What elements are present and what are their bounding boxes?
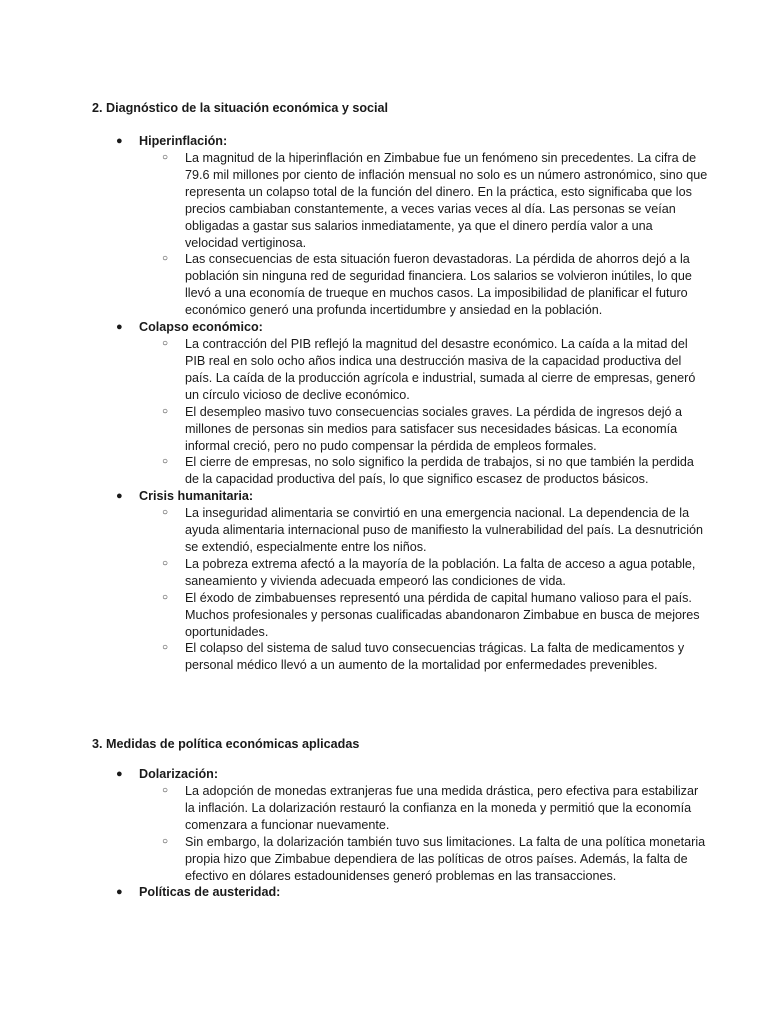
hollow-bullet-icon: ○ xyxy=(162,338,169,350)
topic-item xyxy=(116,319,708,488)
list-item xyxy=(139,251,708,319)
list-item-text: El éxodo de zimbabuenses representó una pérdida de capital humano valioso para el país. Muchos profesionales y personas cualificadas abandonaron Zimbabue en busca de mejores oportunidades. xyxy=(185,590,700,639)
list-item xyxy=(139,556,708,590)
list-item-text: Sin embargo, la dolarización también tuvo sus limitaciones. La falta de una política monetaria propia hizo que Zimbabue dependiera de las políticas de otros países. Además, la falta de efectivo en dólares estadounidenses generó problemas en las transacciones. xyxy=(185,834,706,883)
hollow-bullet-icon: ○ xyxy=(162,253,169,265)
list-item xyxy=(139,454,708,488)
topic-label: Dolarización: xyxy=(139,767,219,781)
topic-label: Hiperinflación: xyxy=(139,134,228,148)
hollow-bullet-icon: ○ xyxy=(162,405,169,417)
list-item xyxy=(139,404,708,455)
list-item xyxy=(139,505,708,556)
topic-label: Colapso económico: xyxy=(139,320,263,335)
list-item-text: La inseguridad alimentaria se convirtió en una emergencia nacional. La dependencia de la ayuda alimentaria internacional puso de manifiesto la vulnerabilidad del país. La desnutrición se extendió, especialmente entre los niños. xyxy=(185,506,704,555)
list-item-text: El desempleo masivo tuvo consecuencias sociales graves. La pérdida de ingresos dejó a millones de personas sin medios para satisfacer sus necesidades básicas. La economía informal creció, pero no pudo compensar la pérdida de empleos formales. xyxy=(185,404,683,453)
topic-item xyxy=(116,133,708,319)
topic-item xyxy=(116,766,708,884)
list-item xyxy=(139,590,708,641)
subitem-list xyxy=(139,150,708,319)
bullet-icon: ● xyxy=(116,321,123,334)
section-heading: 3. Medidas de política económicas aplicadas xyxy=(92,737,360,751)
hollow-bullet-icon: ○ xyxy=(162,591,169,603)
section-heading: 2. Diagnóstico de la situación económica y social xyxy=(92,101,389,115)
topic-item xyxy=(116,884,708,901)
hollow-bullet-icon: ○ xyxy=(162,557,169,569)
hollow-bullet-icon: ○ xyxy=(162,507,169,519)
hollow-bullet-icon: ○ xyxy=(162,785,169,796)
topic-item xyxy=(116,488,708,674)
list-item-text: El cierre de empresas, no solo significo la perdida de trabajos, si no que también la perdida de la capacidad productiva del país, lo que significo escasez de productos básicos. xyxy=(185,455,694,487)
list-item xyxy=(139,640,708,674)
section-list xyxy=(116,133,708,674)
list-item-text: La adopción de monedas extranjeras fue una medida drástica, pero efectiva para estabilizar la inflación. La dolarización restauró la confianza en la moneda y permitió que la economía comenzara a funcionar nuevamente. xyxy=(185,784,699,832)
list-item-text: Las consecuencias de esta situación fueron devastadoras. La pérdida de ahorros dejó a la población sin ninguna red de seguridad financiera. Los salarios se volvieron inútiles, lo que llevó a una economía de trueque en muchos casos. La imposibilidad de planificar el futuro económico generó una profunda incertidumbre y ansiedad en la población. xyxy=(185,252,692,318)
hollow-bullet-icon: ○ xyxy=(162,456,169,468)
list-item-text: La pobreza extrema afectó a la mayoría de la población. La falta de acceso a agua potable, saneamiento y vivienda adecuada empeoró las condiciones de vida. xyxy=(185,556,696,588)
bullet-icon: ● xyxy=(116,490,123,503)
subitem-list xyxy=(139,336,708,488)
hollow-bullet-icon: ○ xyxy=(162,152,169,163)
subitem-list xyxy=(139,783,708,884)
list-item xyxy=(139,336,708,404)
topic-label: Políticas de austeridad: xyxy=(139,885,281,900)
list-item-text: La magnitud de la hiperinflación en Zimbabue fue un fenómeno sin precedentes. La cifra de 79.6 mil millones por ciento de inflación mensual no solo es un número astronómico, sino que representa un colapso total de la función del dinero. En la práctica, esto significaba que los precios cambiaban constantemente, a veces varias veces al día. Las personas se veían obligadas a gastar sus salarios inmediatamente, ya que el dinero perdía valor a una velocidad vertiginosa. xyxy=(185,151,708,250)
bullet-icon: ● xyxy=(116,886,123,899)
bullet-icon: ● xyxy=(116,768,123,780)
list-item xyxy=(139,834,708,885)
hollow-bullet-icon: ○ xyxy=(162,835,169,847)
list-item xyxy=(139,783,708,834)
section-list xyxy=(116,766,708,901)
list-item xyxy=(139,150,708,251)
topic-label: Crisis humanitaria: xyxy=(139,489,254,504)
subitem-list xyxy=(139,505,708,674)
list-item-text: La contracción del PIB reflejó la magnitud del desastre económico. La caída a la mitad del PIB real en solo ocho años indica una destrucción masiva de la capacidad productiva del país. La caída de la producción agrícola e industrial, sumada al cierre de empresas, generó un círculo vicioso de declive económico. xyxy=(185,337,696,402)
bullet-icon: ● xyxy=(116,135,123,147)
hollow-bullet-icon: ○ xyxy=(162,642,169,654)
list-item-text: El colapso del sistema de salud tuvo consecuencias trágicas. La falta de medicamentos y personal médico llevó a un aumento de la mortalidad por enfermedades prevenibles. xyxy=(185,641,685,673)
